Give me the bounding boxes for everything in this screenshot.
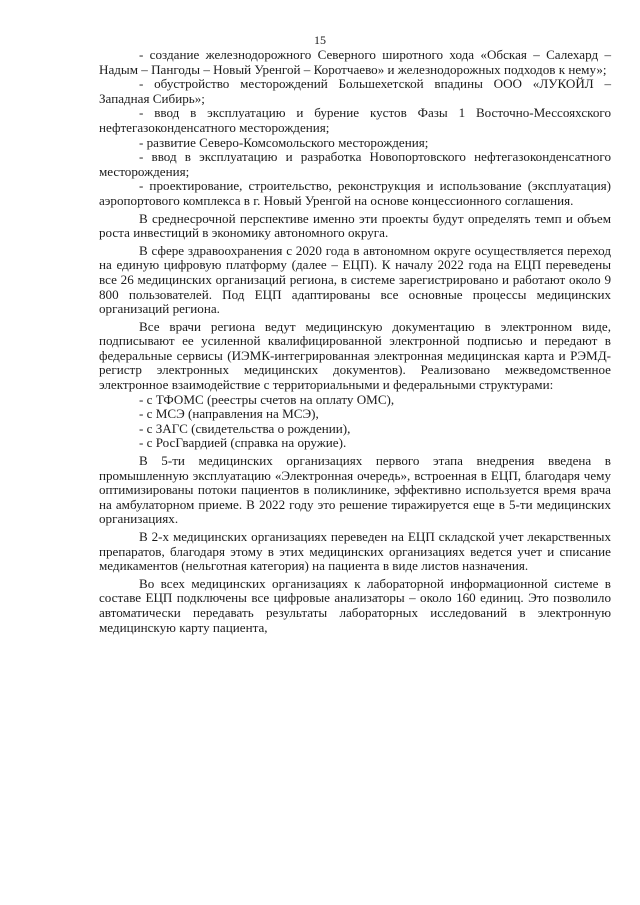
paragraph-warehouse-accounting: В 2-х медицинских организациях переведен на ЕЦП складской учет лекарственных препаратов, благодаря этому в этих медицинских организациях ведется учет и списание медикаментов (нельготная категория) на пациента в виде листов назначения. — [99, 529, 611, 574]
list-item-rosgvardia: - с РосГвардией (справка на оружие). — [139, 435, 347, 451]
paragraph-healthcare-platform: В сфере здравоохранения с 2020 года в автономном округе осуществляется переход на единую цифровую платформу (далее – ЕЦП). К началу 2022 года на ЕЦП переведены все 26 медицинских организаций региона, в системе зарегистрировано и работают около 9 800 пользователей. Под ЕЦП адаптированы все основные процессы медицинских организаций региона. — [99, 242, 611, 317]
list-item-mse: - с МСЭ (направления на МСЭ), — [139, 406, 319, 422]
list-item-railway: - создание железнодорожного Северного широтного хода «Обская – Салехард – Надым – Пангоды – Новый Уренгой – Коротчаево» и железнодорожных подходов к нему»; — [99, 47, 611, 77]
list-item-novoportovskoe: - ввод в эксплуатацию и разработка Новопортовского нефтегазоконденсатного месторождения; — [99, 149, 611, 179]
list-item-vostochno-messoyakhskoe: - ввод в эксплуатацию и бурение кустов Фазы 1 Восточно-Мессояхского нефтегазоконденсатного месторождения; — [99, 105, 611, 135]
paragraph-investment-outlook: В среднесрочной перспективе именно эти проекты будут определять темп и объем роста инвестиций в экономику автономного округа. — [99, 210, 611, 241]
list-item-tfoms: - с ТФОМС (реестры счетов на оплату ОМС), — [139, 391, 395, 407]
page-number: 15 — [314, 33, 326, 47]
list-item-zags: - с ЗАГС (свидетельства о рождении), — [139, 420, 351, 436]
paragraph-electronic-queue: В 5-ти медицинских организациях первого этапа внедрения введена в промышленную эксплуатацию «Электронная очередь», встроенная в ЕЦП, благодаря чему оптимизированы потоки пациентов в поликлинике, эффективно используется время врача на амбулаторном приеме. В 2022 году это решение тиражируется еще в 5-ти медицинских организациях. — [99, 453, 611, 527]
document-body — [99, 48, 611, 635]
list-item-airport: - проектирование, строительство, реконструкция и использование (эксплуатация) аэропортового комплекса в г. Новый Уренгой на основе концессионного соглашения. — [99, 178, 611, 208]
list-item-severo-komsomolskoe: - развитие Северо-Комсомольского месторождения; — [139, 134, 429, 150]
paragraph-laboratory-system: Во всех медицинских организациях к лабораторной информационной системе в составе ЕЦП подключены все цифровые анализаторы – около 160 единиц. Это позволило автоматически передавать результаты лабораторных исследований в электронную медицинскую карту пациента, — [99, 575, 611, 635]
paragraph-electronic-records: Все врачи региона ведут медицинскую документацию в электронном виде, подписывают ее усиленной квалифицированной электронной подписью и передают в федеральные сервисы (ИЭМК-интегрированная электронная медицинская карта и РЭМД-регистр электронных медицинских документов). Реализовано межведомственное электронное взаимодействие с территориальными и федеральными структурами: — [99, 318, 611, 393]
list-item-bolshekhetskaya: - обустройство месторождений Большехетской впадины ООО «ЛУКОЙЛ – Западная Сибирь»; — [99, 76, 611, 106]
